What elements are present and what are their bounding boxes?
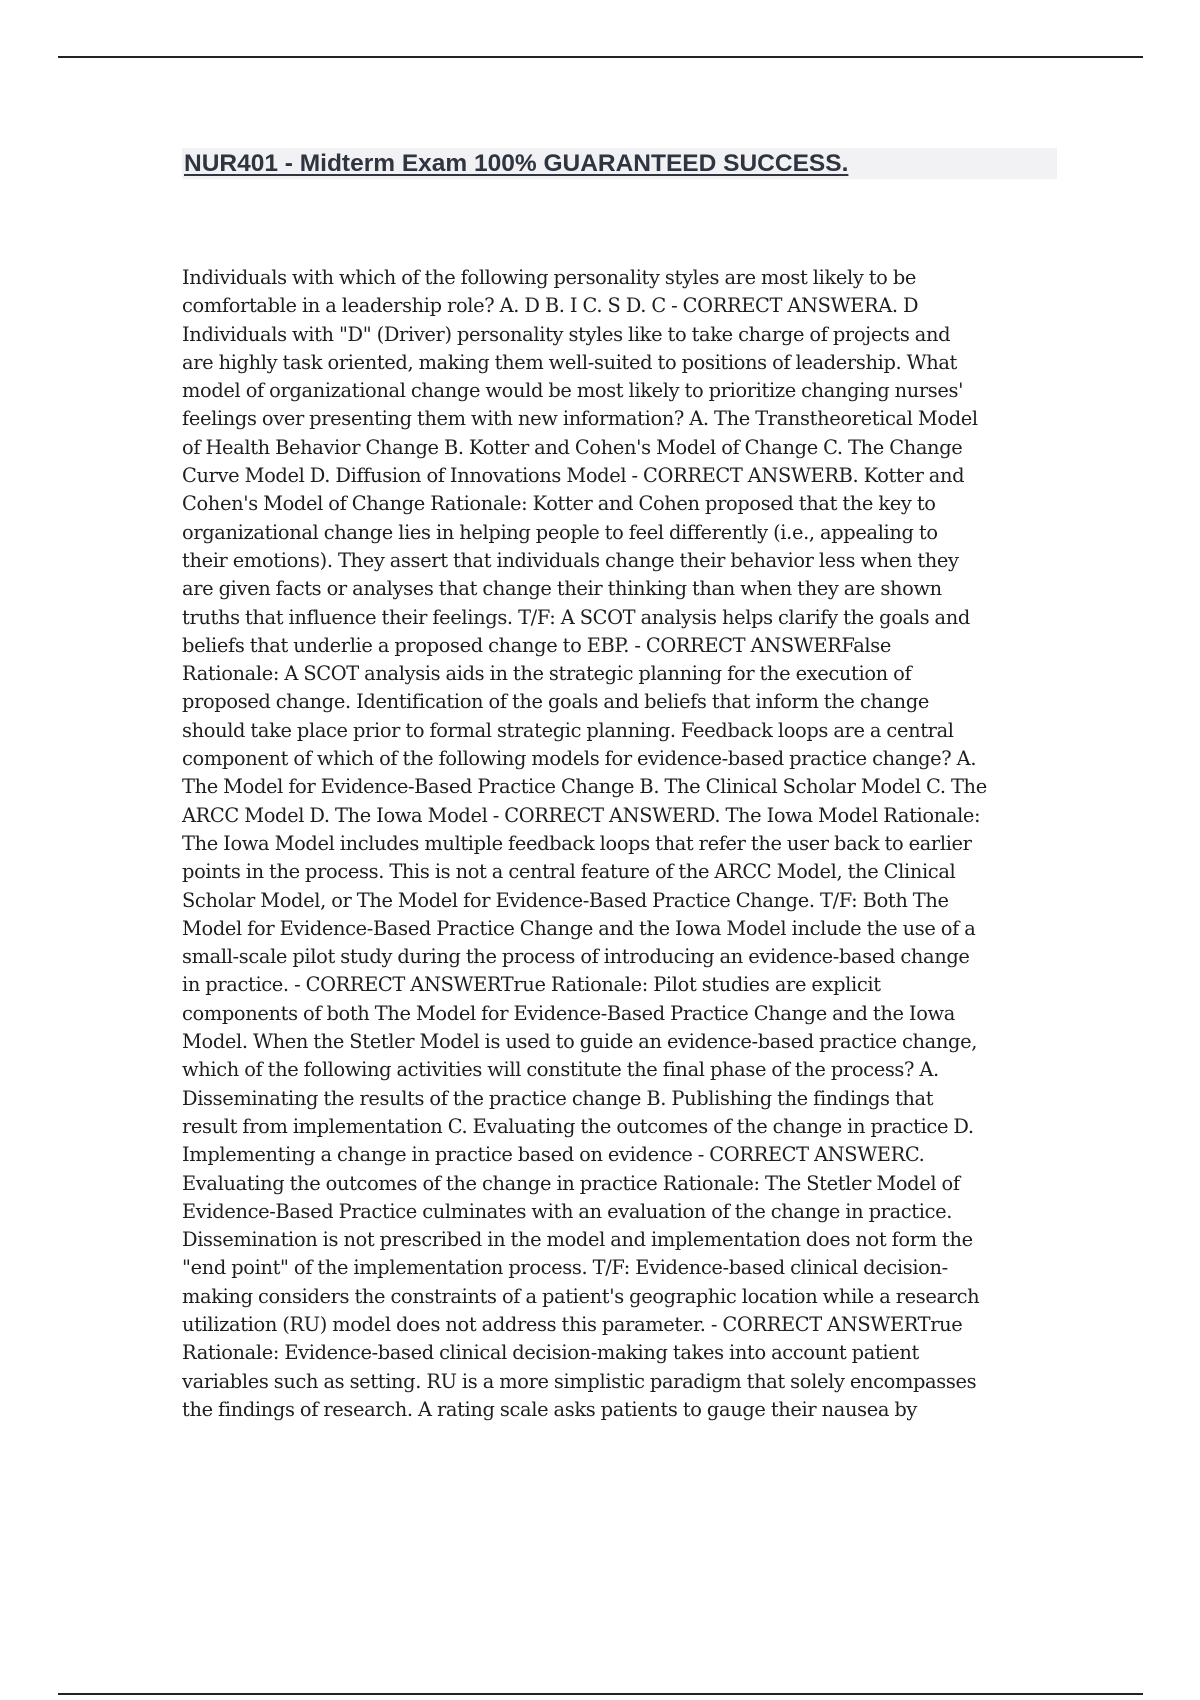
body-line: comfortable in a leadership role? A. D B. I C. S D. C - CORRECT ANSWERA. D (182, 294, 919, 318)
body-line: utilization (RU) model does not address this parameter. - CORRECT ANSWERTrue (182, 1312, 963, 1336)
body-line: Rationale: Evidence-based clinical decision-making takes into account patient (182, 1341, 919, 1365)
body-line: of Health Behavior Change B. Kotter and Cohen's Model of Change C. The Change (182, 435, 963, 459)
body-line: Individuals with "D" (Driver) personality styles like to take charge of projects and (182, 322, 951, 346)
header-rule (58, 56, 1143, 58)
body-line: ARCC Model D. The Iowa Model - CORRECT ANSWERD. The Iowa Model Rationale: (182, 803, 981, 827)
body-line: Model for Evidence-Based Practice Change and the Iowa Model include the use of a (182, 916, 976, 940)
document-body (182, 264, 1062, 1424)
body-line: components of both The Model for Evidence-Based Practice Change and the Iowa (182, 1001, 956, 1025)
body-line: Curve Model D. Diffusion of Innovations Model - CORRECT ANSWERB. Kotter and (182, 464, 965, 488)
body-line: Rationale: A SCOT analysis aids in the strategic planning for the execution of (182, 662, 912, 686)
body-line: the findings of research. A rating scale asks patients to gauge their nausea by (182, 1397, 918, 1421)
body-line: Evaluating the outcomes of the change in practice Rationale: The Stetler Model of (182, 1171, 960, 1195)
body-line: The Model for Evidence-Based Practice Change B. The Clinical Scholar Model C. The (182, 775, 987, 799)
body-line: The Iowa Model includes multiple feedback loops that refer the user back to earlier (182, 831, 972, 855)
body-line: proposed change. Identification of the goals and beliefs that inform the change (182, 690, 930, 714)
body-line: small-scale pilot study during the process of introducing an evidence-based change (182, 945, 970, 969)
body-line: variables such as setting. RU is a more simplistic paradigm that solely encompasses (182, 1369, 977, 1393)
body-line: model of organizational change would be most likely to prioritize changing nurses' (182, 379, 964, 403)
body-line: organizational change lies in helping people to feel differently (i.e., appealing to (182, 520, 938, 544)
body-line: beliefs that underlie a proposed change to EBP. - CORRECT ANSWERFalse (182, 633, 891, 657)
body-line: which of the following activities will constitute the final phase of the process? A. (182, 1058, 939, 1082)
body-line: in practice. - CORRECT ANSWERTrue Rationale: Pilot studies are explicit (182, 973, 881, 997)
body-line: making considers the constraints of a patient's geographic location while a research (182, 1284, 980, 1308)
body-line: Model. When the Stetler Model is used to guide an evidence-based practice change, (182, 1030, 978, 1054)
body-line: Scholar Model, or The Model for Evidence-Based Practice Change. T/F: Both The (182, 888, 949, 912)
body-line: Implementing a change in practice based on evidence - CORRECT ANSWERC. (182, 1143, 925, 1167)
body-line: truths that influence their feelings. T/F: A SCOT analysis helps clarify the goals and (182, 605, 970, 629)
body-line: "end point" of the implementation process. T/F: Evidence-based clinical decision- (182, 1256, 948, 1280)
body-line: points in the process. This is not a central feature of the ARCC Model, the Clinical (182, 860, 956, 884)
body-line: are highly task oriented, making them well-suited to positions of leadership. What (182, 350, 958, 374)
body-line: Evidence-Based Practice culminates with an evaluation of the change in practice. (182, 1199, 953, 1223)
footer-rule (58, 1693, 1143, 1695)
body-line: result from implementation C. Evaluating the outcomes of the change in practice D. (182, 1114, 974, 1138)
body-line: component of which of the following models for evidence-based practice change? A. (182, 747, 977, 771)
body-line: Cohen's Model of Change Rationale: Kotter and Cohen proposed that the key to (182, 492, 936, 516)
document-title: NUR401 - Midterm Exam 100% GUARANTEED SUCCESS. (184, 150, 849, 177)
body-line: should take place prior to formal strategic planning. Feedback loops are a central (182, 718, 954, 742)
body-line: Dissemination is not prescribed in the model and implementation does not form the (182, 1228, 973, 1252)
body-line: feelings over presenting them with new information? A. The Transtheoretical Model (182, 407, 978, 431)
body-line: Individuals with which of the following personality styles are most likely to be (182, 266, 917, 289)
body-line: their emotions). They assert that individuals change their behavior less when they (182, 548, 959, 572)
body-line: are given facts or analyses that change their thinking than when they are shown (182, 577, 942, 601)
body-line: Disseminating the results of the practice change B. Publishing the findings that (182, 1086, 934, 1110)
